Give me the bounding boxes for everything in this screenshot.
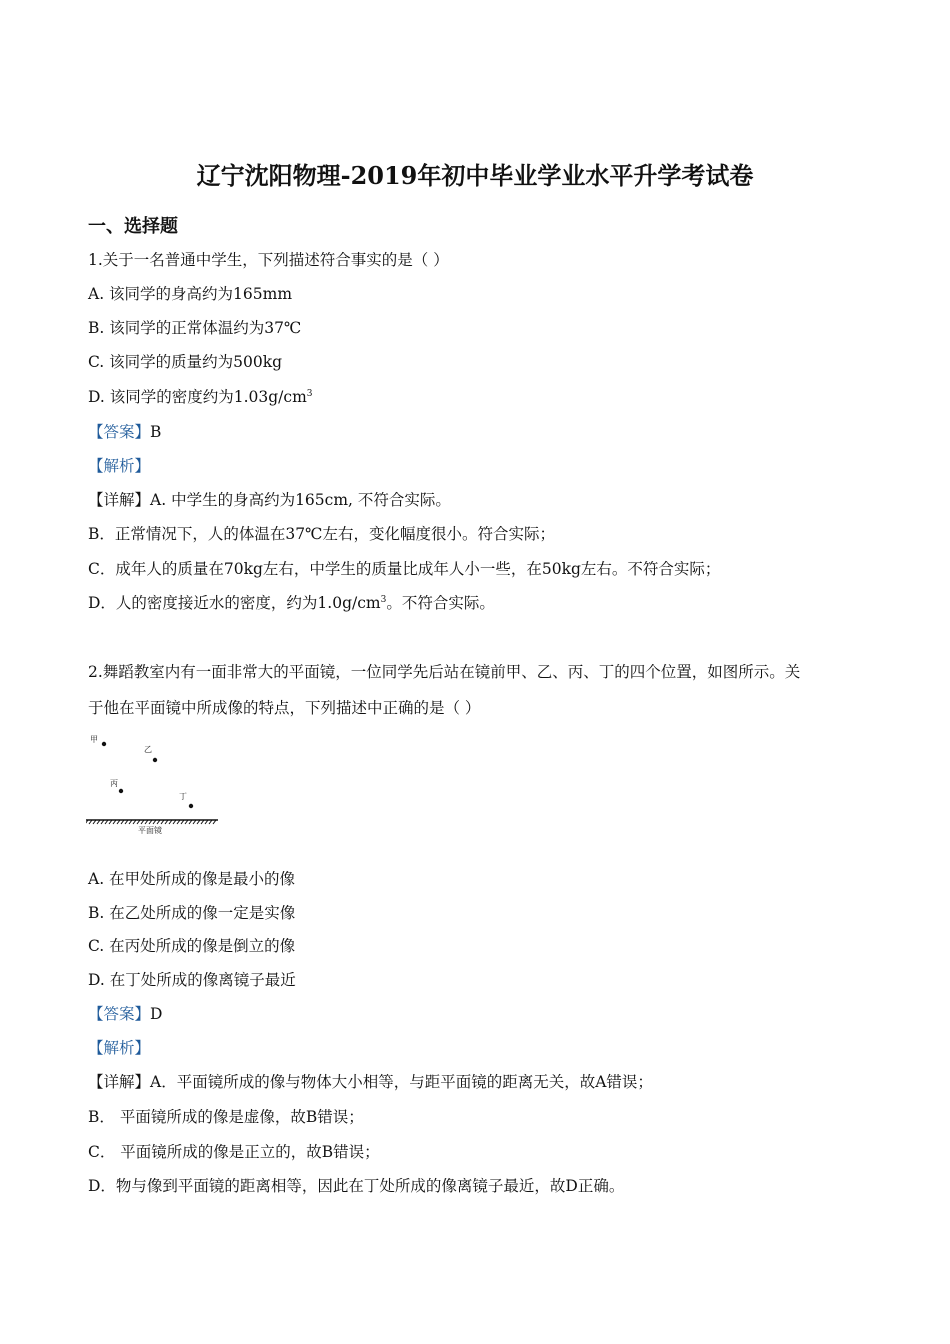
q2-detail-2: B． 平面镜所成的像是虚像，故B错误； [88,1108,364,1126]
q2-option-b: B. 在乙处所成的像一定是实像 [88,904,296,922]
q1-answer [88,421,161,443]
q1-detail-3: C．成年人的质量在70kg左右，中学生的质量比成年人小一些，在50kg左右。不符合实际； [88,560,721,578]
q1-detail-4 [88,592,495,614]
q2-stem-line-1: 2.舞蹈教室内有一面非常大的平面镜，一位同学先后站在镜前甲、乙、丙、丁的四个位置，如图所示。关 [88,663,801,681]
mirror-diagram [86,733,220,837]
q2-detail-1 [88,1071,653,1093]
q1-detail-label: 【详解】 [88,491,151,509]
label-ding: 丁 [179,792,187,801]
q2-analysis-label: 【解析】 [88,1039,151,1057]
label-bing: 丙 [110,779,118,788]
section-heading: 一、选择题 [88,216,178,237]
q1-option-c: C. 该同学的质量约为500kg [88,353,283,371]
q2-stem-line-2: 于他在平面镜中所成像的特点，下列描述中正确的是（ ） [88,699,481,717]
q2-detail-4: D．物与像到平面镜的距离相等，因此在丁处所成的像离镜子最近，故D正确。 [88,1177,625,1195]
q2-detail-label: 【详解】 [88,1073,151,1091]
point-bing [119,789,123,793]
page-title: 辽宁沈阳物理-2019年初中毕业学业水平升学考试卷 [196,161,754,190]
label-mirror: 平面镜 [138,826,162,835]
q2-answer-value: D [150,1005,163,1023]
q1-detail-1-text: A. 中学生的身高约为165cm, 不符合实际。 [150,491,451,509]
point-ding [189,804,193,808]
mirror-surface [86,820,218,824]
q1-answer-label: 【答案】 [88,423,151,441]
q2-answer [88,1003,162,1025]
q1-detail-4-sup: 3 [380,594,387,605]
q2-option-d: D. 在丁处所成的像离镜子最近 [88,971,296,989]
q2-answer-label: 【答案】 [88,1005,151,1023]
point-yi [153,758,157,762]
q1-detail-4-text: D．人的密度接近水的密度，约为1.0g/cm [88,594,381,612]
q1-answer-value: B [150,423,162,441]
q2-detail-1-text: A．平面镜所成的像与物体大小相等，与距平面镜的距离无关，故A错误； [150,1073,653,1091]
q1-analysis-label: 【解析】 [88,457,151,475]
q1-option-d-text: D. 该同学的密度约为1.03g/cm [88,388,307,406]
q1-option-d-sup: 3 [306,388,313,399]
q1-option-a: A. 该同学的身高约为165mm [88,285,293,303]
q1-option-b: B. 该同学的正常体温约为37℃ [88,319,302,337]
q1-option-d [88,386,313,408]
label-jia: 甲 [90,735,98,744]
q1-detail-1 [88,489,451,511]
q1-detail-4-tail: 。不符合实际。 [386,594,495,612]
q2-option-a: A. 在甲处所成的像是最小的像 [88,870,296,888]
label-yi: 乙 [144,745,152,754]
q1-stem: 1.关于一名普通中学生，下列描述符合事实的是（ ） [88,251,449,269]
q1-detail-2: B．正常情况下，人的体温在37℃左右，变化幅度很小。符合实际； [88,525,555,543]
point-jia [102,742,106,746]
q2-detail-3: C． 平面镜所成的像是正立的，故B错误； [88,1143,380,1161]
q2-option-c: C. 在丙处所成的像是倒立的像 [88,937,296,955]
